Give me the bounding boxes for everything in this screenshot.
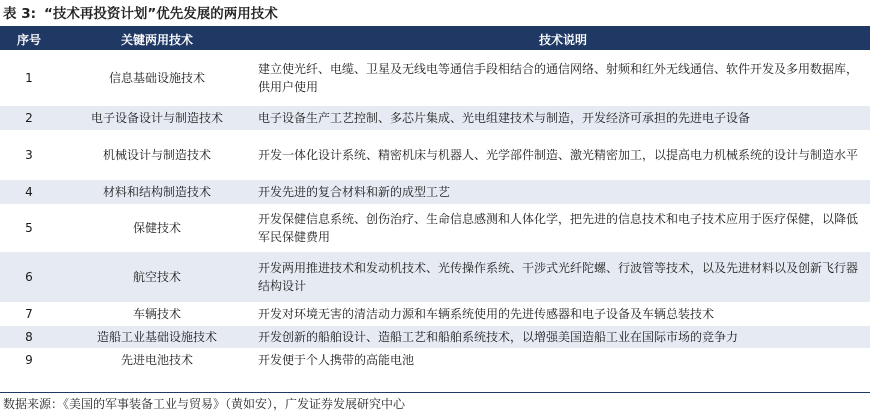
table-bottom-rule — [0, 392, 870, 393]
row-index: 9 — [25, 353, 33, 367]
dual-use-tech-table — [0, 28, 870, 372]
row-tech: 电子设备设计与制造技术 — [90, 111, 223, 125]
row-index: 5 — [25, 221, 33, 235]
row-index: 7 — [25, 307, 33, 321]
source-note: 数据来源：《美国的军事装备工业与贸易》（黄如安），广发证券发展研究中心 — [3, 397, 406, 411]
row-desc: 开发先进的复合材料和新的成型工艺 — [258, 185, 451, 199]
table-row — [0, 302, 870, 326]
row-tech: 先进电池技术 — [120, 353, 193, 367]
table-row — [0, 180, 870, 204]
row-desc: 开发创新的船舶设计、造船工艺和船舶系统技术，以增强美国造船工业在国际市场的竞争力 — [258, 330, 739, 344]
row-desc: 建立使光纤、电缆、卫星及无线电等通信手段相结合的通信网络、射频和红外无线通信、软件开发及多用数据库，供用户使用 — [258, 62, 859, 94]
row-tech: 造船工业基础设施技术 — [96, 330, 217, 344]
row-desc: 开发两用推进技术和发动机技术、光传操作系统、干涉式光纤陀螺、行波管等技术，以及先进材料以及创新飞行器结构设计 — [258, 261, 859, 293]
table-header-row — [0, 28, 870, 50]
row-tech: 车辆技术 — [132, 307, 181, 321]
table-row — [0, 130, 870, 180]
row-index: 2 — [25, 111, 33, 125]
row-index: 1 — [25, 71, 33, 85]
row-tech: 机械设计与制造技术 — [102, 148, 211, 162]
row-index: 6 — [25, 270, 33, 284]
row-desc: 开发保健信息系统、创伤治疗、生命信息感测和人体化学，把先进的信息技术和电子技术应用于医疗保健，以降低军民保健费用 — [258, 212, 859, 244]
row-desc: 开发便于个人携带的高能电池 — [258, 353, 415, 367]
table-row — [0, 50, 870, 106]
table-row — [0, 348, 870, 372]
row-tech: 信息基础设施技术 — [108, 71, 205, 85]
row-index: 3 — [25, 148, 33, 162]
row-tech: 航空技术 — [132, 270, 181, 284]
row-desc: 开发对环境无害的清洁动力源和车辆系统使用的先进传感器和电子设备及车辆总装技术 — [258, 307, 715, 321]
table-row — [0, 252, 870, 302]
table-row — [0, 204, 870, 252]
row-index: 8 — [25, 330, 33, 344]
row-tech: 材料和结构制造技术 — [102, 185, 211, 199]
table-caption — [3, 3, 278, 25]
row-index: 4 — [25, 185, 33, 199]
table-row — [0, 326, 870, 348]
header-tech: 关键两用技术 — [120, 32, 193, 47]
row-tech: 保健技术 — [132, 221, 181, 235]
caption-text: “技术再投资计划”优先发展的两用技术 — [44, 6, 278, 22]
caption-number: 表 3: — [3, 6, 36, 22]
header-desc: 技术说明 — [538, 32, 587, 47]
table-row — [0, 106, 870, 130]
row-desc: 电子设备生产工艺控制、多芯片集成、光电组建技术与制造，开发经济可承担的先进电子设备 — [258, 111, 751, 125]
header-index: 序号 — [16, 32, 41, 47]
row-desc: 开发一体化设计系统、精密机床与机器人、光学部件制造、激光精密加工，以提高电力机械系统的设计与制造水平 — [258, 148, 859, 162]
